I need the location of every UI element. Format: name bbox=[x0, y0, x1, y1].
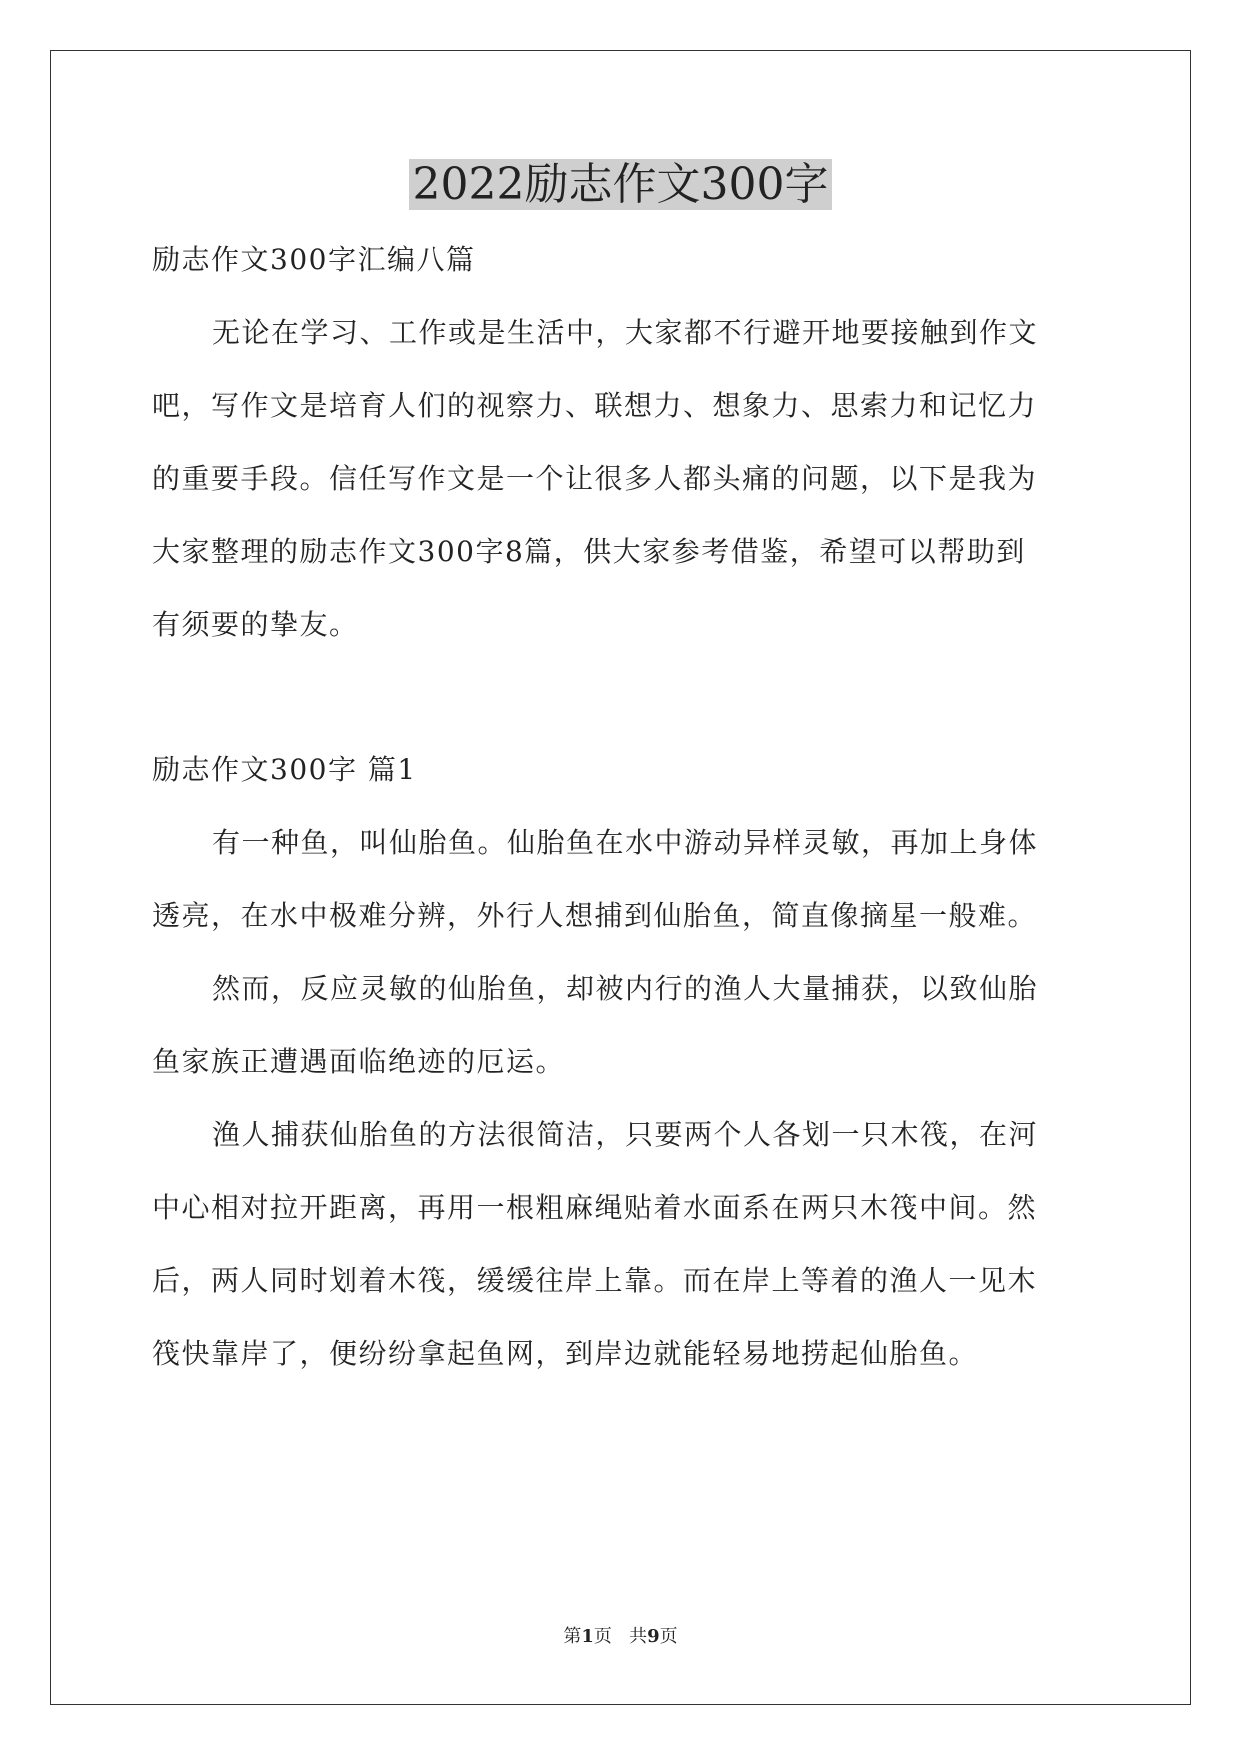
section-heading: 励志作文300字 篇1 bbox=[152, 753, 417, 786]
document-title bbox=[0, 155, 1241, 215]
paragraph-line: 的重要手段。信任写作文是一个让很多人都头痛的问题，以下是我为 bbox=[152, 462, 1038, 495]
footer-page-suffix: 页 bbox=[593, 1626, 612, 1647]
subtitle: 励志作文300字汇编八篇 bbox=[152, 243, 476, 276]
footer-page-number: 1 bbox=[581, 1626, 594, 1647]
page-footer bbox=[0, 1625, 1241, 1649]
paragraph-line: 吧，写作文是培育人们的视察力、联想力、想象力、思索力和记忆力 bbox=[152, 389, 1038, 422]
paragraph-line: 透亮，在水中极难分辨，外行人想捕到仙胎鱼，简直像摘星一般难。 bbox=[152, 899, 1038, 932]
paragraph-line: 无论在学习、工作或是生活中，大家都不行避开地要接触到作文 bbox=[212, 316, 1039, 349]
footer-total-suffix: 页 bbox=[659, 1626, 678, 1647]
footer-prefix: 第 bbox=[563, 1626, 582, 1647]
footer-total-prefix: 共 bbox=[629, 1626, 648, 1647]
paragraph-line: 有一种鱼，叫仙胎鱼。仙胎鱼在水中游动异样灵敏，再加上身体 bbox=[212, 826, 1039, 859]
footer-total-pages: 9 bbox=[647, 1626, 660, 1647]
paragraph-line: 后，两人同时划着木筏，缓缓往岸上靠。而在岸上等着的渔人一见木 bbox=[152, 1264, 1038, 1297]
document-title-text: 2022励志作文300字 bbox=[409, 159, 833, 210]
paragraph-line: 然而，反应灵敏的仙胎鱼，却被内行的渔人大量捕获，以致仙胎 bbox=[212, 972, 1039, 1005]
paragraph-line: 有须要的挚友。 bbox=[152, 608, 359, 641]
paragraph-line: 鱼家族正遭遇面临绝迹的厄运。 bbox=[152, 1045, 566, 1078]
paragraph-line: 筏快靠岸了，便纷纷拿起鱼网，到岸边就能轻易地捞起仙胎鱼。 bbox=[152, 1337, 979, 1370]
page-border bbox=[50, 50, 1191, 1705]
paragraph-line: 中心相对拉开距离，再用一根粗麻绳贴着水面系在两只木筏中间。然 bbox=[152, 1191, 1038, 1224]
paragraph-line: 大家整理的励志作文300字8篇，供大家参考借鉴，希望可以帮助到 bbox=[152, 535, 1026, 568]
paragraph-line: 渔人捕获仙胎鱼的方法很简洁，只要两个人各划一只木筏，在河 bbox=[212, 1118, 1039, 1151]
